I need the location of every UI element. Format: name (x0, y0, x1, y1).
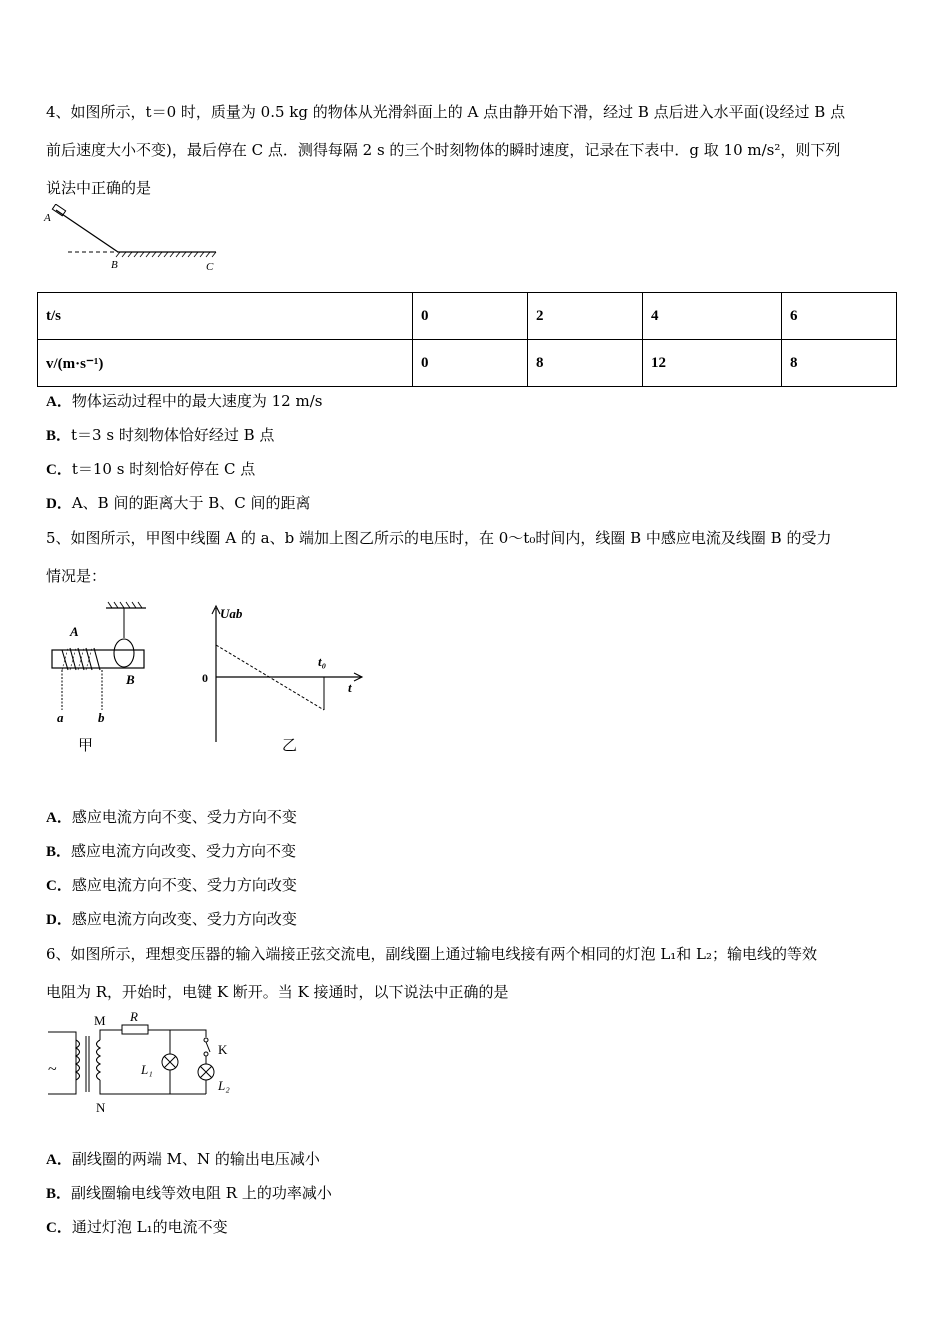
option-letter: C． (46, 462, 72, 478)
option-text: t＝3 s 时刻物体恰好经过 B 点 (71, 426, 275, 444)
terminal-a-label: a (57, 710, 64, 725)
q5-stem-line2: 情况是： (46, 567, 107, 585)
graph-origin-label: 0 (202, 671, 208, 685)
figure-caption-jia: 甲 (78, 738, 94, 754)
option-text: 物体运动过程中的最大速度为 12 m/s (71, 392, 323, 410)
option-letter: A． (46, 394, 72, 410)
option-text: 感应电流方向改变、受力方向不变 (71, 842, 297, 860)
graph-t0-label: t₀ (318, 654, 327, 669)
option-letter: A． (46, 810, 72, 826)
q5-option-d[interactable] (46, 909, 297, 930)
voltage-graph-yi (196, 598, 366, 758)
lamp-l1-label: L₁ (141, 1062, 153, 1077)
option-letter: A． (46, 1152, 72, 1168)
q6-stem-line2: 电阻为 R，开始时，电键 K 断开。当 K 接通时，以下说法中正确的是 (46, 983, 509, 1001)
switch-k-label: K (218, 1042, 228, 1057)
q5-option-a[interactable] (46, 807, 297, 828)
table-cell: 12 (643, 340, 782, 387)
option-text: 副线圈的两端 M、N 的输出电压减小 (71, 1150, 320, 1168)
table-cell: 8 (782, 340, 897, 387)
option-letter: D． (46, 912, 72, 928)
lamp-l2-label: L₂ (218, 1078, 230, 1093)
q5-option-c[interactable] (46, 875, 297, 896)
q6-option-a[interactable] (46, 1149, 320, 1170)
terminal-m-label: M (94, 1013, 106, 1028)
option-text: 感应电流方向不变、受力方向不变 (71, 808, 297, 826)
q5-option-b[interactable] (46, 841, 296, 862)
table-cell: 4 (643, 293, 782, 340)
graph-y-label: Uab (220, 606, 243, 621)
option-text: A、B 间的距离大于 B、C 间的距离 (71, 494, 311, 512)
option-letter: C． (46, 878, 72, 894)
velocity-table (37, 292, 897, 387)
option-letter: C． (46, 1220, 72, 1236)
option-letter: B． (46, 428, 72, 444)
table-cell: 8 (528, 340, 643, 387)
q6-option-c[interactable] (46, 1217, 228, 1238)
table-cell: 6 (782, 293, 897, 340)
table-row (38, 293, 897, 340)
table-cell: v/(m·s⁻¹) (38, 340, 413, 387)
incline-figure (40, 204, 225, 274)
coil-a-label: A (70, 624, 79, 639)
option-text: 副线圈输电线等效电阻 R 上的功率减小 (71, 1184, 332, 1202)
resistor-r (122, 1025, 148, 1034)
point-b-label: B (111, 259, 118, 271)
table-cell: 0 (413, 293, 528, 340)
coil-figure-jia (40, 598, 150, 758)
table-row (38, 340, 897, 387)
option-letter: B． (46, 844, 72, 860)
option-letter: D． (46, 496, 72, 512)
terminal-n-label: N (96, 1100, 106, 1115)
ring-b-label: B (126, 672, 135, 687)
q4-stem-line2: 前后速度大小不变)，最后停在 C 点．测得每隔 2 s 的三个时刻物体的瞬时速度，记录在下表中．g 取 10 m/s²，则下列 (46, 141, 841, 159)
q6-stem-line1: 6、如图所示，理想变压器的输入端接正弦交流电，副线圈上通过输电线接有两个相同的灯泡 L₁和 L₂；输电线的等效 (46, 945, 818, 963)
terminal-b-label: b (98, 710, 105, 725)
q4-option-d[interactable] (46, 493, 311, 514)
q6-option-b[interactable] (46, 1183, 332, 1204)
option-text: t＝10 s 时刻恰好停在 C 点 (71, 460, 256, 478)
option-text: 感应电流方向改变、受力方向改变 (71, 910, 297, 928)
resistor-r-label: R (130, 1010, 138, 1024)
graph-x-label: t (348, 680, 352, 695)
option-text: 感应电流方向不变、受力方向改变 (71, 876, 297, 894)
point-a-label: A (44, 212, 51, 224)
table-cell: t/s (38, 293, 413, 340)
figure-caption-yi: 乙 (282, 738, 298, 754)
switch-k (206, 1042, 210, 1052)
point-c-label: C (206, 261, 214, 273)
table-cell: 0 (413, 340, 528, 387)
option-text: 通过灯泡 L₁的电流不变 (71, 1218, 228, 1236)
transformer-circuit-figure (40, 1010, 250, 1122)
q4-option-b[interactable] (46, 425, 274, 446)
ac-source-symbol: ~ (48, 1061, 57, 1078)
q4-stem-line3: 说法中正确的是 (46, 179, 152, 197)
table-cell: 2 (528, 293, 643, 340)
q4-option-a[interactable] (46, 391, 322, 412)
q5-stem-line1: 5、如图所示，甲图中线圈 A 的 a、b 端加上图乙所示的电压时，在 0～t₀时间内，线圈 B 中感应电流及线圈 B 的受力 (46, 529, 832, 547)
q4-stem-line1: 4、如图所示，t＝0 时，质量为 0.5 kg 的物体从光滑斜面上的 A 点由静开始下滑，经过 B 点后进入水平面(设经过 B 点 (46, 103, 846, 121)
option-letter: B． (46, 1186, 72, 1202)
q4-option-c[interactable] (46, 459, 255, 480)
